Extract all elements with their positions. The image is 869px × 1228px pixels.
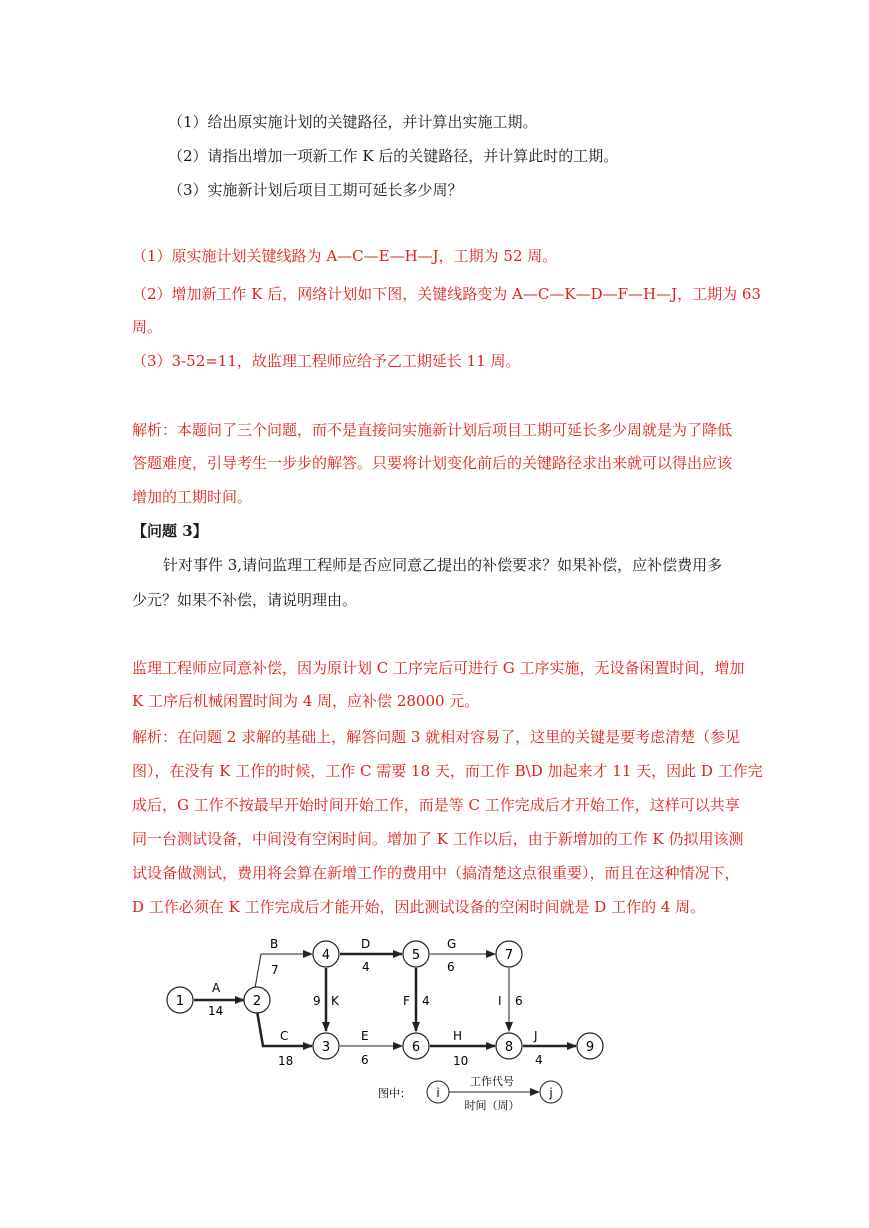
q3-text-line-2: 少元？如果不补偿，请说明理由。 <box>132 591 358 609</box>
legend-code-label: 工作代号 <box>470 1075 514 1088</box>
analysis-1-line-3: 增加的工期时间。 <box>132 488 253 506</box>
question-3: （3）实施新计划后项目工期可延长多少周？ <box>168 181 463 199</box>
svg-text:9: 9 <box>585 1040 595 1055</box>
label-j: J <box>534 1029 538 1043</box>
duration-c: 18 <box>278 1054 294 1068</box>
duration-d: 4 <box>362 960 370 974</box>
label-d: D <box>361 937 371 951</box>
analysis-2-line-4: 同一台测试设备，中间没有空闲时间。增加了 K 工作以后，由于新增加的工作 K 仍拟用该测 <box>132 830 744 848</box>
section-heading-q3: 【问题 3】 <box>132 522 208 540</box>
q3-text-line-1: 针对事件 3,请问监理工程师是否应同意乙提出的补偿要求？如果补偿，应补偿费用多 <box>163 556 723 574</box>
diagram-legend <box>378 1075 562 1112</box>
analysis-2-line-2: 图），在没有 K 工作的时候，工作 C 需要 18 天，而工作 B\D 加起来才 11 天，因此 D 工作完 <box>132 762 763 780</box>
label-k: K <box>331 994 339 1008</box>
svg-text:3: 3 <box>321 1040 331 1055</box>
question-2: （2）请指出增加一项新工作 K 后的关键路径，并计算此时的工期。 <box>168 147 619 165</box>
answer-3: （3）3-52=11，故监理工程师应给予乙工期延长 11 周。 <box>132 352 521 370</box>
duration-f: 4 <box>422 994 430 1008</box>
legend-time-label: 时间（周） <box>464 1099 520 1112</box>
analysis-2-line-6: D 工作必须在 K 工作完成后才能开始，因此测试设备的空闲时间就是 D 工作的 4 周。 <box>132 898 706 916</box>
node-5 <box>403 941 429 967</box>
analysis-2-line-5: 试设备做测试，费用将会算在新增工作的费用中（搞清楚这点很重要），而且在这种情况下， <box>132 864 740 882</box>
edge-b <box>255 954 312 988</box>
analysis-2-line-1: 解析：在问题 2 求解的基础上，解答问题 3 就相对容易了，这里的关键是要考虑清楚（参见 <box>132 728 741 746</box>
node-8 <box>496 1033 522 1059</box>
label-g: G <box>447 937 457 951</box>
node-2 <box>244 987 270 1013</box>
question-1: （1）给出原实施计划的关键路径，并计算出实施工期。 <box>168 113 538 131</box>
label-h: H <box>453 1029 463 1043</box>
node-3 <box>313 1033 339 1059</box>
label-b: B <box>270 937 279 951</box>
duration-b: 7 <box>271 963 279 977</box>
svg-text:4: 4 <box>321 948 331 963</box>
analysis-1-line-1: 解析：本题问了三个问题，而不是直接问实施新计划后项目工期可延长多少周就是为了降低 <box>132 421 733 439</box>
svg-text:2: 2 <box>252 994 262 1009</box>
analysis-2-line-3: 成后，G 工作不按最早开始时间开始工作，而是等 C 工作完成后才开始工作，这样可以共享 <box>132 796 740 814</box>
duration-i: 6 <box>515 994 523 1008</box>
svg-text:6: 6 <box>411 1040 421 1055</box>
svg-text:8: 8 <box>504 1040 514 1055</box>
answer-1: （1）原实施计划关键线路为 A—C—E—H—J，工期为 52 周。 <box>132 247 558 265</box>
duration-h: 10 <box>453 1054 469 1068</box>
label-a: A <box>212 981 221 995</box>
label-f: F <box>403 994 410 1008</box>
svg-text:7: 7 <box>504 948 514 963</box>
node-7 <box>496 941 522 967</box>
node-6 <box>403 1033 429 1059</box>
q3-answer-line-1: 监理工程师应同意补偿，因为原计划 C 工序完后可进行 G 工序实施，无设备闲置时间，增加 <box>132 659 745 677</box>
label-c: C <box>280 1029 289 1043</box>
duration-g: 6 <box>447 960 455 974</box>
answer-2: （2）增加新工作 K 后，网络计划如下图，关键线路变为 A—C—K—D—F—H—J，工期为 63 <box>132 285 761 303</box>
legend-node-j: j <box>549 1086 553 1100</box>
duration-a: 14 <box>208 1004 224 1018</box>
legend-node-i: i <box>436 1086 440 1100</box>
duration-k: 9 <box>313 994 321 1008</box>
duration-e: 6 <box>361 1053 369 1067</box>
duration-j: 4 <box>535 1053 543 1067</box>
analysis-1-line-2: 答题难度，引导考生一步步的解答。只要将计划变化前后的关键路径求出来就可以得出应该 <box>132 454 733 472</box>
legend-prefix: 图中： <box>378 1087 411 1100</box>
node-4 <box>313 941 339 967</box>
svg-text:5: 5 <box>411 948 421 963</box>
answer-2-cont: 周。 <box>132 318 163 336</box>
label-e: E <box>361 1029 369 1043</box>
node-1 <box>167 987 193 1013</box>
svg-text:1: 1 <box>175 994 185 1009</box>
label-i: I <box>498 994 502 1008</box>
node-9 <box>577 1033 603 1059</box>
network-diagram <box>150 928 620 1128</box>
q3-answer-line-2: K 工序后机械闲置时间为 4 周，应补偿 28000 元。 <box>132 692 480 710</box>
